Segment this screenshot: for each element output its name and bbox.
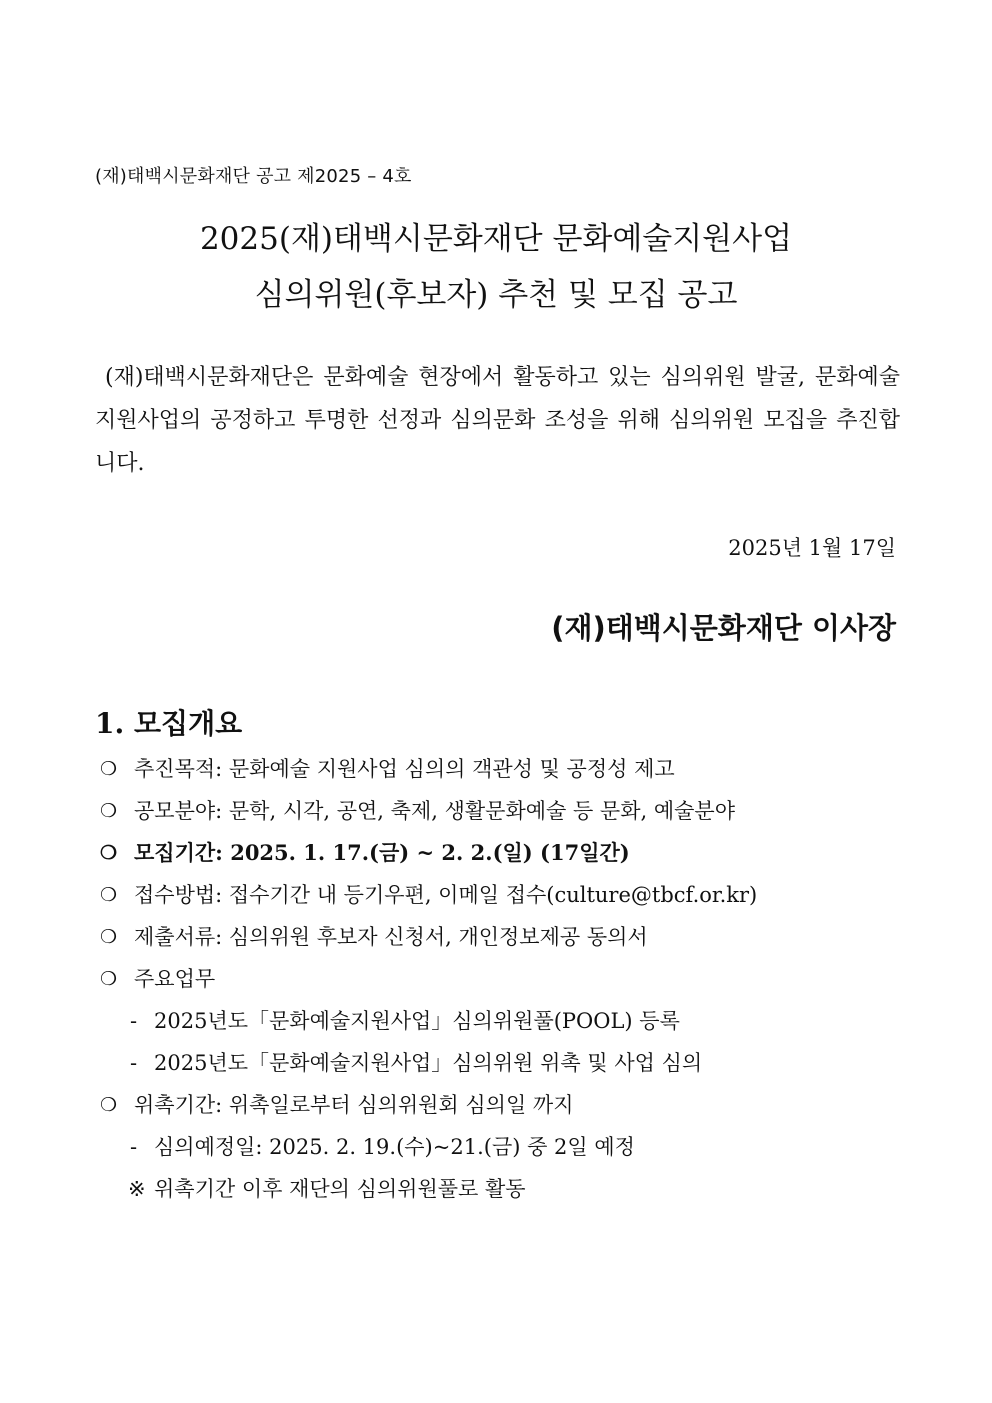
duty-item-review bbox=[100, 1042, 920, 1084]
outline-item-text: 공모분야: 문학, 시각, 공연, 축제, 생활문화예술 등 문화, 예술분야 bbox=[134, 799, 736, 823]
reference-note-text: 위촉기간 이후 재단의 심의위원풀로 활동 bbox=[154, 1177, 526, 1201]
outline-item-duties bbox=[100, 958, 920, 1000]
review-date-item bbox=[100, 1126, 920, 1168]
circle-bullet-icon: ❍ bbox=[100, 800, 118, 822]
title-line-1: 2025(재)태백시문화재단 문화예술지원사업 bbox=[199, 221, 793, 257]
outline-item-text: 추진목적: 문화예술 지원사업 심의의 객관성 및 공정성 제고 bbox=[134, 757, 675, 781]
circle-bullet-icon: ❍ bbox=[100, 842, 118, 864]
outline-item-method bbox=[100, 874, 920, 916]
circle-bullet-icon: ❍ bbox=[100, 1094, 118, 1116]
duty-item-text: 2025년도「문화예술지원사업」심의위원풀(POOL) 등록 bbox=[154, 1009, 680, 1033]
review-date-text: 심의예정일: 2025. 2. 19.(수)~21.(금) 중 2일 예정 bbox=[154, 1135, 635, 1159]
notice-number: (재)태백시문화재단 공고 제2025 – 4호 bbox=[95, 166, 412, 187]
circle-bullet-icon: ❍ bbox=[100, 758, 118, 780]
reference-mark-icon: ※ bbox=[128, 1177, 146, 1201]
duty-item-pool bbox=[100, 1000, 920, 1042]
circle-bullet-icon: ❍ bbox=[100, 968, 118, 990]
outline-item-purpose bbox=[100, 748, 920, 790]
outline-item-text: 접수방법: 접수기간 내 등기우편, 이메일 접수(culture@tbcf.or.kr) bbox=[134, 883, 758, 907]
dash-marker: - bbox=[130, 1009, 138, 1033]
section-heading: 1. 모집개요 bbox=[95, 707, 243, 740]
notice-date: 2025년 1월 17일 bbox=[728, 536, 896, 560]
intro-paragraph: (재)태백시문화재단은 문화예술 현장에서 활동하고 있는 심의위원 발굴, 문화예술지원사업의 공정하고 투명한 선정과 심의문화 조성을 위해 심의위원 모집을 추진합니다. bbox=[95, 365, 900, 476]
outline-item-documents bbox=[100, 916, 920, 958]
outline-item-text: 위촉기간: 위촉일로부터 심의위원회 심의일 까지 bbox=[134, 1093, 574, 1117]
issuer-signature: (재)태백시문화재단 이사장 bbox=[551, 611, 896, 645]
reference-note bbox=[100, 1168, 920, 1210]
outline-item-text: 제출서류: 심의위원 후보자 신청서, 개인정보제공 동의서 bbox=[134, 925, 648, 949]
title-line-2: 심의위원(후보자) 추천 및 모집 공고 bbox=[254, 277, 738, 313]
circle-bullet-icon: ❍ bbox=[100, 884, 118, 906]
dash-marker: - bbox=[130, 1135, 138, 1159]
outline-list bbox=[100, 748, 920, 1210]
outline-item-field bbox=[100, 790, 920, 832]
outline-item-text: 모집기간: 2025. 1. 17.(금) ~ 2. 2.(일) (17일간) bbox=[134, 840, 630, 865]
duty-item-text: 2025년도「문화예술지원사업」심의위원 위촉 및 사업 심의 bbox=[154, 1051, 703, 1075]
circle-bullet-icon: ❍ bbox=[100, 926, 118, 948]
dash-marker: - bbox=[130, 1051, 138, 1075]
outline-item-period bbox=[100, 832, 920, 874]
outline-item-term bbox=[100, 1084, 920, 1126]
outline-item-text: 주요업무 bbox=[134, 967, 216, 991]
